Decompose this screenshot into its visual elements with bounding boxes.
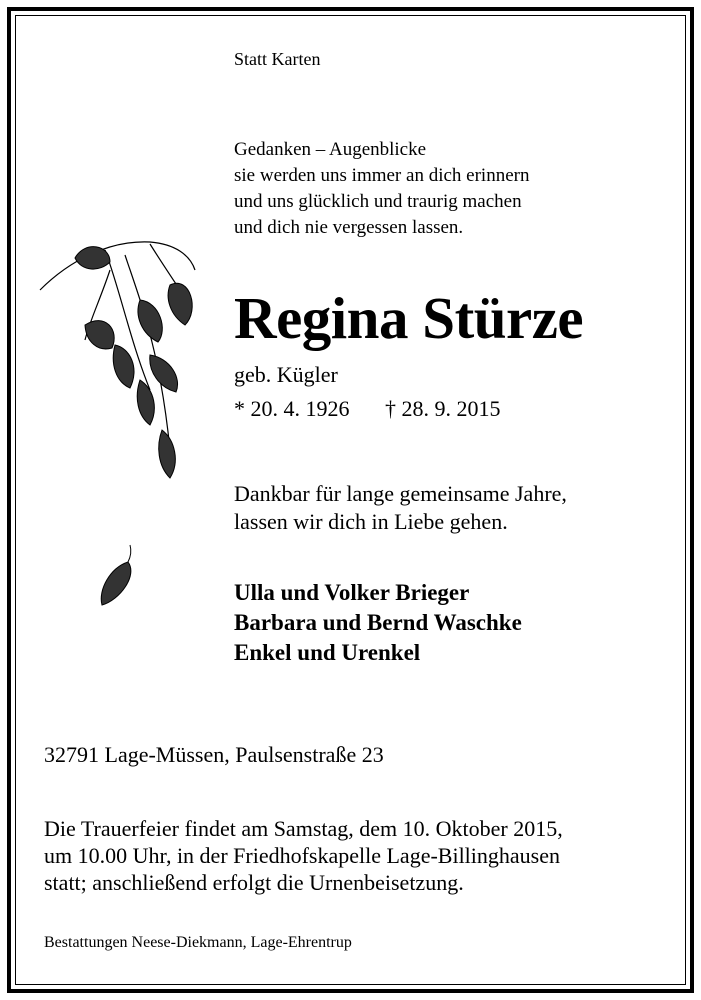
service-line: Die Trauerfeier findet am Samstag, dem 10. Oktober 2015, xyxy=(44,816,563,841)
undertaker-credit: Bestattungen Neese-Diekmann, Lage-Ehrentrup xyxy=(44,934,352,951)
poem xyxy=(234,137,529,241)
birch-leaves-icon xyxy=(30,230,210,490)
service-info xyxy=(44,815,563,896)
poem-line: und dich nie vergessen lassen. xyxy=(234,217,464,238)
poem-line: und uns glücklich und traurig machen xyxy=(234,191,522,212)
thanks-text xyxy=(234,480,567,536)
life-dates xyxy=(234,396,501,422)
thanks-line: Dankbar für lange gemeinsame Jahre, xyxy=(234,481,567,506)
family-address: 32791 Lage-Müssen, Paulsenstraße 23 xyxy=(44,742,384,767)
maiden-name: geb. Kügler xyxy=(234,362,338,387)
mourner-line: Enkel und Urenkel xyxy=(234,640,421,665)
falling-leaf-icon xyxy=(90,540,140,610)
poem-line: Gedanken – Augenblicke xyxy=(234,139,427,160)
service-line: statt; anschließend erfolgt die Urnenbeisetzung. xyxy=(44,870,464,895)
mourner-line: Barbara und Bernd Waschke xyxy=(234,610,522,635)
deceased-name: Regina Stürze xyxy=(234,285,584,351)
birth-date: * 20. 4. 1926 xyxy=(234,396,350,421)
statt-karten-label: Statt Karten xyxy=(234,49,321,69)
service-line: um 10.00 Uhr, in der Friedhofskapelle Lage-Billinghausen xyxy=(44,843,561,868)
mourner-line: Ulla und Volker Brieger xyxy=(234,580,470,605)
death-date: † 28. 9. 2015 xyxy=(385,396,501,421)
mourners-list xyxy=(234,578,522,668)
poem-line: sie werden uns immer an dich erinnern xyxy=(234,165,530,186)
thanks-line: lassen wir dich in Liebe gehen. xyxy=(234,509,508,534)
